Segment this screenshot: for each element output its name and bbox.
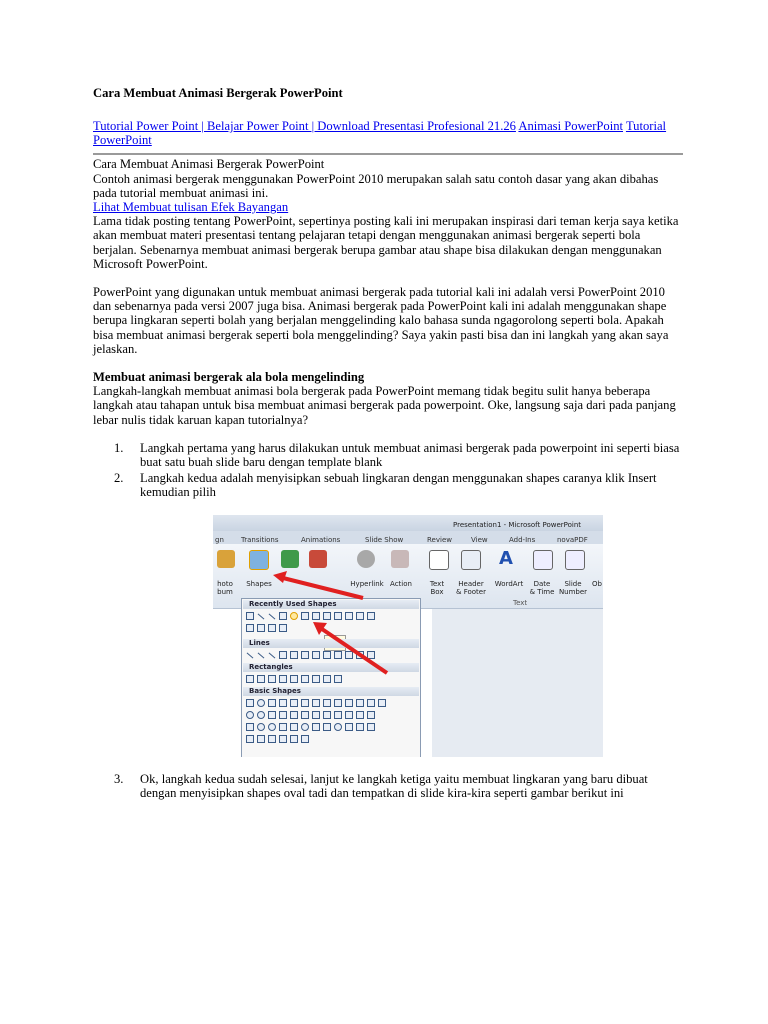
- intro-text: Contoh animasi bergerak menggunakan PowerPoint 2010 merupakan salah satu contoh dasar yang akan dibahas pada tutorial membuat animasi ini.: [93, 171, 659, 200]
- wordart-label[interactable]: WordArt: [494, 580, 524, 588]
- tab-transitions[interactable]: Transitions: [241, 536, 279, 544]
- step-number: 2.: [114, 471, 124, 486]
- steps-list: [93, 441, 683, 500]
- step-number: 3.: [114, 772, 124, 786]
- page-title: Cara Membuat Animasi Bergerak PowerPoint: [93, 86, 343, 100]
- tab-review[interactable]: Review: [427, 536, 452, 544]
- intro-title: Cara Membuat Animasi Bergerak PowerPoint: [93, 157, 325, 172]
- step-text: Ok, langkah kedua sudah selesai, lanjut ke langkah ketiga yaitu membuat lingkaran yang baru dibuat dengan menyisipkan shapes oval tadi dan tempatkan di slide kira-kira seperti gambar berikut ini: [140, 772, 648, 801]
- object-label[interactable]: Ob: [592, 580, 602, 588]
- blog-link[interactable]: Tutorial Power Point | Belajar Power Point | Download Presentasi Profesional 21.26: [93, 119, 516, 133]
- section-heading: Membuat animasi bergerak ala bola mengelinding: [93, 370, 365, 385]
- arrowhead-shapes: [273, 571, 287, 583]
- section-paragraph: Langkah-langkah membuat animasi bola bergerak pada PowerPoint memang tidak begitu sulit hanya beberapa langkah atau tahapan untuk bisa membuat animasi bergerak pada powerpoint. Oke, langsung saja dari pada panjang lebar nulis tidak karuan kapan tutorialnya?: [93, 384, 676, 427]
- step-number: 1.: [114, 440, 124, 455]
- list-item: [93, 441, 683, 469]
- breadcrumb-links: [93, 119, 683, 147]
- section-rectangles: Rectangles: [243, 663, 419, 672]
- list-item: [93, 772, 683, 800]
- step-text: Langkah pertama yang harus dilakukan untuk membuat animasi bergerak pada powerpoint ini seperti biasa buat satu buah slide baru dengan template blank: [140, 440, 680, 470]
- list-item: [93, 471, 683, 499]
- annotation-arrows: [213, 515, 603, 757]
- section-basic-shapes: Basic Shapes: [243, 687, 419, 696]
- arrow-to-shapes: [279, 577, 363, 598]
- slide-number-label[interactable]: Slide Number: [558, 580, 588, 596]
- photo-album-label: hoto bum: [217, 580, 233, 596]
- tab-novapdf[interactable]: novaPDF: [557, 536, 588, 544]
- related-link[interactable]: Lihat Membuat tulisan Efek Bayangan: [93, 200, 289, 215]
- steps-continued: [93, 772, 683, 802]
- window-title: Presentation1 - Microsoft PowerPoint: [453, 521, 582, 529]
- group-label-text: Text: [513, 599, 528, 607]
- date-time-label[interactable]: Date & Time: [529, 580, 555, 596]
- intro-paragraph: Lama tidak posting tentang PowerPoint, sepertinya posting kali ini merupakan inspirasi dari teman kerja saya ketika akan membuat materi presentasi tentang pelajaran tetapi dengan menggunakan animasi bergerak seperti bola berjalan. Sebenarnya membuat animasi bergerak berupa gambar atau shape bisa dilakukan dengan menggunakan Microsoft PowerPoint.: [93, 214, 679, 271]
- hyperlink-label[interactable]: Hyperlink: [350, 580, 384, 588]
- tab-animations[interactable]: Animations: [301, 536, 341, 544]
- section-lines: Lines: [243, 639, 419, 648]
- action-label[interactable]: Action: [390, 580, 412, 588]
- powerpoint-screenshot: [213, 515, 603, 757]
- header-footer-label[interactable]: Header & Footer: [456, 580, 486, 596]
- shapes-label[interactable]: Shapes: [246, 580, 272, 588]
- tab-slide-show[interactable]: Slide Show: [365, 536, 404, 544]
- arrow-to-oval: [319, 627, 387, 673]
- paragraph-version: PowerPoint yang digunakan untuk membuat animasi bergerak pada tutorial kali ini adalah versi PowerPoint 2010 dan sebenarnya pada versi 2007 juga bisa. Animasi bergerak pada PowerPoint kali ini adalah menggunakan shape berupa lingkaran seperti bolah yang berjalan menggelinding kalo bahasa sunda ngagorolong seperti bola. Apakah bisa membuat animasi bergerak seperti bola menggelinding? Saya yakin pasti bisa dan ini langkah yang akan saya jelaskan.: [93, 285, 669, 356]
- text-box-label[interactable]: Text Box: [429, 580, 445, 596]
- section-recent: Recently Used Shapes: [243, 600, 419, 609]
- divider: [93, 153, 683, 155]
- tab-design[interactable]: gn: [215, 536, 224, 544]
- category-link-animasi[interactable]: Animasi PowerPoint: [518, 119, 624, 133]
- steps-list-continued: [93, 772, 683, 800]
- tab-add-ins[interactable]: Add-Ins: [509, 536, 536, 544]
- step-text: Langkah kedua adalah menyisipkan sebuah lingkaran dengan menggunakan shapes caranya klik Insert kemudian pilih: [140, 471, 657, 500]
- category-link-tutorial[interactable]: Tutorial PowerPoint: [93, 119, 667, 148]
- document-body: [93, 86, 683, 502]
- tab-view[interactable]: View: [471, 536, 488, 544]
- wordart-icon[interactable]: A: [499, 548, 513, 569]
